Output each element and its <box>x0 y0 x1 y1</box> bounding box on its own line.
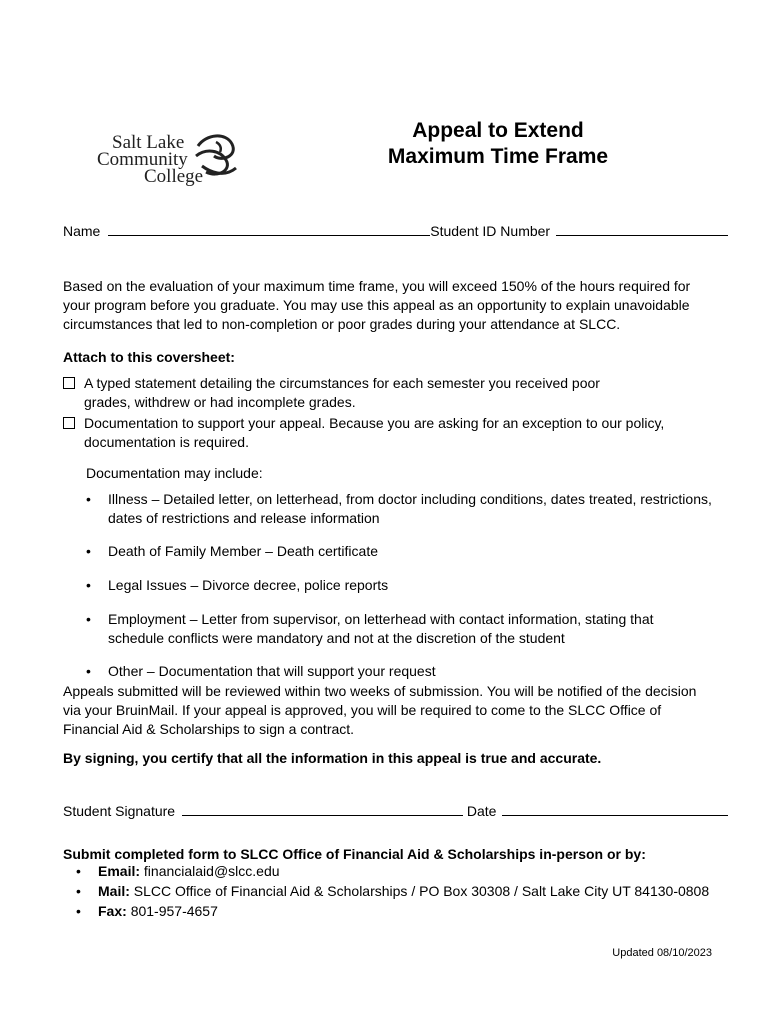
signature-row <box>63 801 723 821</box>
list-item-text: Death of Family Member – Death certificate <box>108 543 378 559</box>
bullet-icon: • <box>76 883 81 899</box>
list-item <box>76 882 726 901</box>
checkbox-icon[interactable] <box>63 417 75 429</box>
name-label: Name <box>63 223 101 239</box>
checkbox-icon[interactable] <box>63 377 75 389</box>
bullet-icon: • <box>86 663 91 679</box>
list-item <box>86 490 716 528</box>
email-value[interactable]: financialaid@slcc.edu <box>143 863 280 879</box>
date-label: Date <box>466 803 497 819</box>
list-item-text: Other – Documentation that will support your request <box>108 663 436 679</box>
bullet-icon: • <box>86 611 91 627</box>
list-item <box>86 662 716 681</box>
certify-statement: By signing, you certify that all the information in this appeal is true and accurate. <box>63 750 602 766</box>
attach-heading: Attach to this coversheet: <box>63 349 235 365</box>
list-item <box>86 542 716 561</box>
mail-label: Mail: <box>98 883 130 899</box>
slcc-logo <box>96 130 246 190</box>
date-field[interactable] <box>502 801 728 816</box>
doc-list <box>86 490 716 681</box>
bullet-icon: • <box>86 577 91 593</box>
logo-line-2: Community <box>97 149 188 170</box>
signature-field[interactable] <box>182 801 463 816</box>
title-line-1: Appeal to Extend <box>412 119 584 142</box>
email-label: Email: <box>98 863 141 879</box>
submit-list <box>76 862 726 921</box>
bullet-icon: • <box>86 543 91 559</box>
checklist-item <box>63 414 713 452</box>
title-line-2: Maximum Time Frame <box>387 145 609 168</box>
name-id-row <box>63 221 723 241</box>
name-field[interactable] <box>108 221 430 236</box>
list-item <box>86 576 716 595</box>
list-item-text: Illness – Detailed letter, on letterhead, from doctor including conditions, dates treated, restrictions, dates of restrictions and release information <box>108 491 712 526</box>
bruin-swirl-icon <box>192 132 240 186</box>
list-item-text: Legal Issues – Divorce decree, police reports <box>108 577 389 593</box>
doc-may-include: Documentation may include: <box>86 465 263 481</box>
checklist-item-text: A typed statement detailing the circumstances for each semester you received poor grades, withdrew or had incomplete grades. <box>84 375 600 410</box>
student-id-label: Student ID Number <box>430 223 551 239</box>
bullet-icon: • <box>86 491 91 507</box>
list-item <box>76 862 726 881</box>
review-paragraph: Appeals submitted will be reviewed within two weeks of submission. You will be notified of the decision via your BruinMail. If your appeal is approved, you will be required to come to the SLCC Office of Financial Aid & Scholarships to sign a contract. <box>63 683 697 737</box>
page-title <box>360 118 636 170</box>
fax-value: 801-957-4657 <box>130 903 218 919</box>
list-item-text: Employment – Letter from supervisor, on letterhead with contact information, stating that schedule conflicts were mandatory and not at the discretion of the student <box>108 611 654 646</box>
list-item <box>76 902 726 921</box>
intro-paragraph: Based on the evaluation of your maximum time frame, you will exceed 150% of the hours required for your program before you graduate. You may use this appeal as an opportunity to explain unavoidable circumstances that led to non-completion or poor grades during your attendance at SLCC. <box>63 278 691 332</box>
bullet-icon: • <box>76 863 81 879</box>
bullet-icon: • <box>76 903 81 919</box>
submit-heading: Submit completed form to SLCC Office of Financial Aid & Scholarships in-person or by: <box>63 846 646 862</box>
list-item <box>86 610 716 648</box>
signature-label: Student Signature <box>63 803 176 819</box>
student-id-field[interactable] <box>556 221 728 236</box>
mail-value: SLCC Office of Financial Aid & Scholarships / PO Box 30308 / Salt Lake City UT 84130-0808 <box>133 883 710 899</box>
checklist-item-text: Documentation to support your appeal. Because you are asking for an exception to our policy, documentation is required. <box>84 415 665 450</box>
checklist-item <box>63 374 713 412</box>
logo-line-3: College <box>144 166 204 187</box>
fax-label: Fax: <box>98 903 127 919</box>
updated-date: Updated 08/10/2023 <box>612 947 712 959</box>
logo-line-1: Salt Lake <box>112 132 185 153</box>
